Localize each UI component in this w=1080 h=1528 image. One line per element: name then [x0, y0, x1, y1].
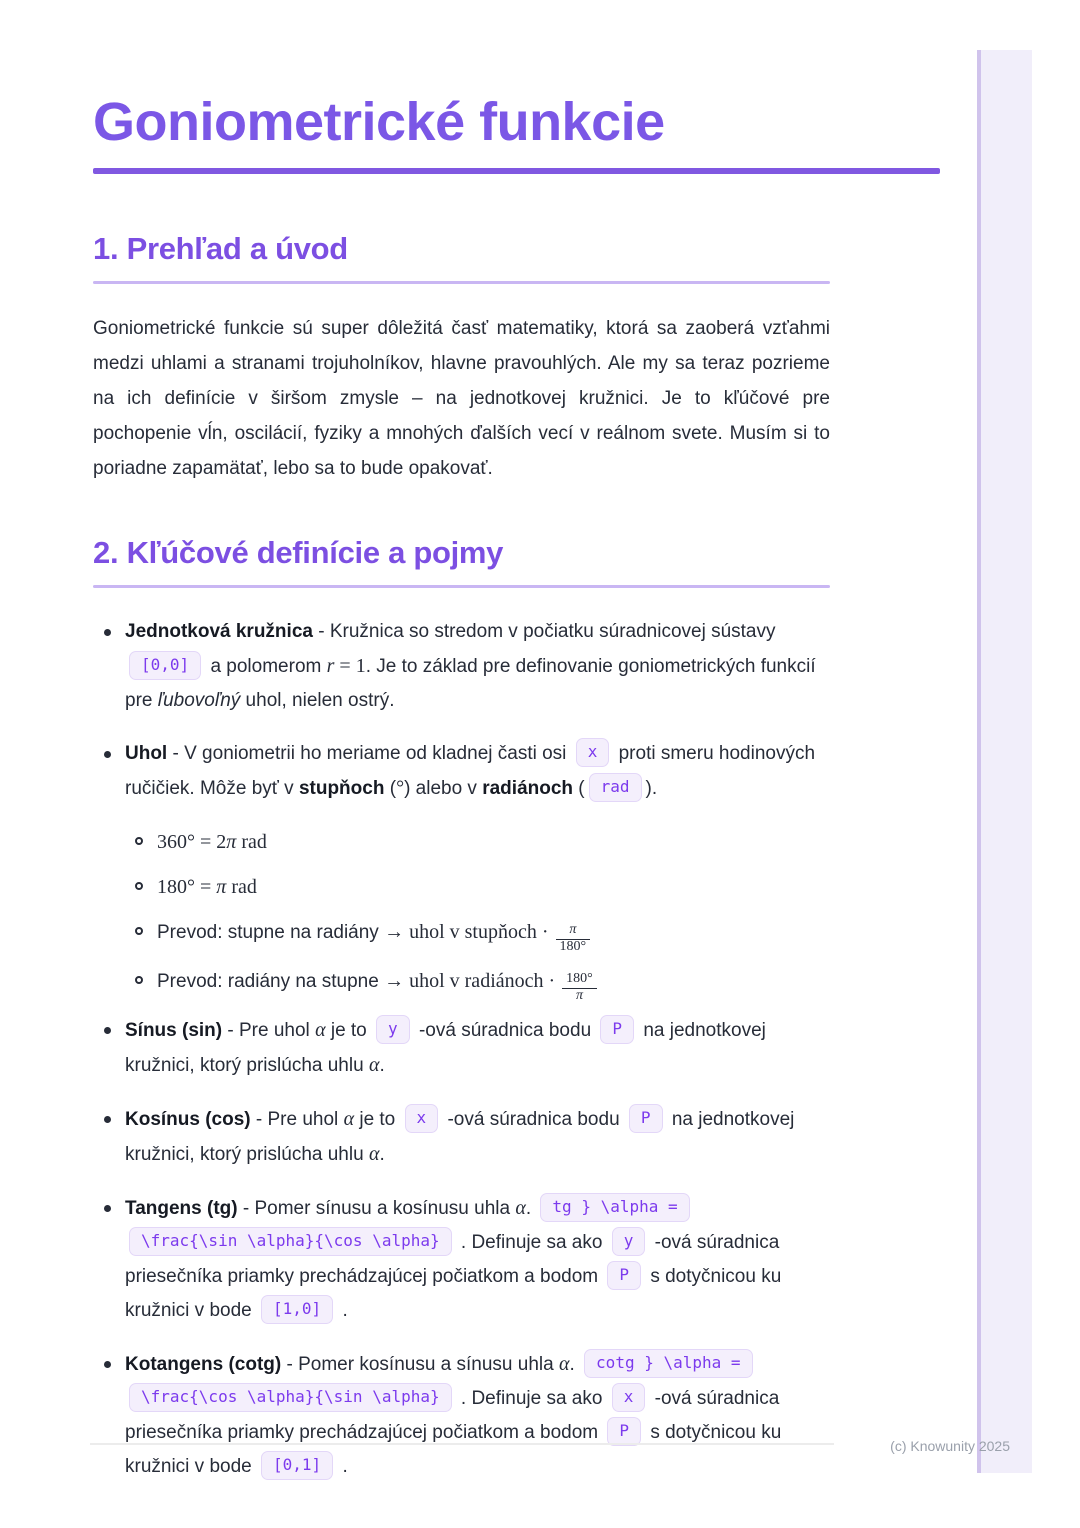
definition-text	[157, 870, 830, 905]
copyright-text: (c) Knowunity 2025	[890, 1438, 1010, 1454]
ring-marker	[135, 927, 143, 935]
disc-marker	[104, 751, 111, 758]
inline-code-badge: cotg } \alpha =	[584, 1349, 753, 1378]
section-1-divider	[93, 281, 830, 284]
inline-code-badge: x	[576, 738, 610, 767]
definitions-list	[93, 615, 830, 1484]
definition-tangent	[93, 1191, 830, 1328]
title-divider	[93, 168, 940, 174]
disc-marker	[104, 1116, 111, 1123]
math-text: 180° =	[157, 876, 217, 899]
next-page-preview[interactable]	[977, 50, 1032, 1473]
inline-code-badge: [0,0]	[129, 651, 201, 680]
math-text: → uhol v stupňoch ·	[384, 921, 554, 944]
term-bold: Jednotková kružnica	[125, 621, 313, 643]
inline-code-badge: P	[629, 1104, 663, 1133]
intro-paragraph: Goniometrické funkcie sú super dôležitá časť matematiky, ktorá sa zaoberá vzťahmi medzi uhlami a stranami trojuholníkov, hlavne pravouhlých. Ale my sa teraz pozrieme na ich definície v širšom zmysle – na jednotkovej kružnici. Je to kľúčové pre pochopenie vĺn, oscilácií, fyziky a mnohých ďalších vecí v reálnom svete. Musím si to poriadne zapamätať, lebo sa to bude opakovať.	[93, 318, 830, 480]
bullet-circle-icon	[125, 870, 157, 890]
math-text: 360° = 2	[157, 831, 227, 854]
inline-code-badge: x	[612, 1383, 646, 1412]
inline-code-badge: \frac{\sin \alpha}{\cos \alpha}	[129, 1227, 452, 1256]
inline-code-badge: rad	[589, 773, 642, 802]
inline-code-badge: x	[405, 1104, 439, 1133]
inline-code-badge: P	[600, 1015, 634, 1044]
math-fraction: $\frac{\pi}{180^\circ}$	[556, 923, 591, 954]
definition-text: Tangens (tg) - Pomer sínusu a kosínusu uhla α. tg } \alpha = \frac{\sin \alpha}{\cos \alpha} . Definuje sa ako y -ová súradnica priesečníka priamky prechádzajúcej počiatkom a bodom P s dotyčnicou ku kružnici v bode [1,0] .	[125, 1191, 830, 1328]
definition-sine	[93, 1013, 830, 1083]
bullet-disc-icon	[93, 1347, 125, 1368]
subitem-degrees-to-radians	[125, 915, 830, 954]
ring-marker	[135, 882, 143, 890]
section-2-divider	[93, 585, 830, 588]
math-variable: r	[326, 655, 335, 678]
math-text: rad	[236, 831, 267, 854]
section-2-heading: 2. Kľúčové definície a pojmy	[93, 535, 504, 571]
math-variable: α	[368, 1054, 380, 1077]
definition-unit-circle	[93, 615, 830, 718]
disc-marker	[104, 1027, 111, 1034]
bullet-circle-icon	[125, 915, 157, 935]
bullet-disc-icon	[93, 737, 125, 758]
definition-cotangent	[93, 1347, 830, 1484]
definition-text	[157, 825, 830, 860]
inline-code-badge: y	[376, 1015, 410, 1044]
footer-divider	[90, 1443, 834, 1445]
bullet-disc-icon	[93, 1102, 125, 1123]
definition-text: Prevod: stupne na radiány → uhol v stupňoch · $\frac{\pi}{180^\circ}$	[157, 915, 830, 954]
inline-code-badge: [0,1]	[261, 1451, 333, 1480]
subitem-radians-to-degrees	[125, 964, 830, 1003]
definition-cosine	[93, 1102, 830, 1172]
term-bold: Tangens (tg)	[125, 1198, 238, 1220]
bullet-circle-icon	[125, 964, 157, 984]
inline-code-badge: \frac{\cos \alpha}{\sin \alpha}	[129, 1383, 452, 1412]
math-variable: α	[558, 1353, 570, 1376]
definition-text: Kosínus (cos) - Pre uhol α je to x -ová súradnica bodu P na jednotkovej kružnici, ktorý prislúcha uhlu α.	[125, 1102, 830, 1172]
definition-text: Prevod: radiány na stupne → uhol v radiánoch · $\frac{180^\circ}{\pi}$	[157, 964, 830, 1003]
definition-angle	[93, 737, 830, 806]
math-text: rad	[226, 876, 257, 899]
term-bold: Kosínus (cos)	[125, 1109, 251, 1131]
math-text: → uhol v radiánoch ·	[384, 970, 561, 993]
math-text: = 1	[334, 655, 366, 678]
inline-code-badge: [1,0]	[261, 1295, 333, 1324]
term-bold: Uhol	[125, 743, 168, 765]
math-variable: α	[343, 1108, 355, 1131]
term-bold: Kotangens (cotg)	[125, 1354, 282, 1376]
page-title: Goniometrické funkcie	[93, 92, 665, 152]
definition-text: Uhol - V goniometrii ho meriame od kladnej časti osi x proti smeru hodinových ručičiek. Môže byť v stupňoch (°) alebo v radiánoch ( rad ).	[125, 737, 830, 806]
math-variable: α	[315, 1019, 326, 1042]
math-variable: π	[226, 831, 237, 854]
bullet-disc-icon	[93, 615, 125, 636]
math-variable: α	[515, 1197, 526, 1220]
emphasis-text: ľubovoľný	[157, 690, 241, 712]
math-variable: π	[216, 876, 227, 899]
bullet-disc-icon	[93, 1013, 125, 1034]
definition-text: Kotangens (cotg) - Pomer kosínusu a sínusu uhla α. cotg } \alpha = \frac{\cos \alpha}{\sin \alpha} . Definuje sa ako x -ová súradnica priesečníka priamky prechádzajúcej počiatkom a bodom P s dotyčnicou ku kružnici v bode [0,1] .	[125, 1347, 830, 1484]
inline-code-badge: tg } \alpha =	[540, 1193, 689, 1222]
ring-marker	[135, 976, 143, 984]
definition-text: Sínus (sin) - Pre uhol α je to y -ová súradnica bodu P na jednotkovej kružnici, ktorý prislúcha uhlu α.	[125, 1013, 830, 1083]
math-variable: α	[368, 1143, 380, 1166]
disc-marker	[104, 629, 111, 636]
term-bold: radiánoch	[482, 778, 574, 800]
bullet-disc-icon	[93, 1191, 125, 1212]
subitem-full-angle	[125, 825, 830, 860]
ring-marker	[135, 837, 143, 845]
term-bold: Sínus (sin)	[125, 1020, 223, 1042]
inline-code-badge: y	[612, 1227, 646, 1256]
section-1-heading: 1. Prehľad a úvod	[93, 231, 348, 267]
subitem-straight-angle	[125, 870, 830, 905]
inline-code-badge: P	[607, 1417, 641, 1446]
document-content	[93, 0, 830, 1484]
math-text: °	[396, 777, 405, 800]
term-bold: stupňoch	[298, 778, 385, 800]
definition-text: Jednotková kružnica - Kružnica so stredom v počiatku súradnicovej sústavy [0,0] a polomerom r = 1. Je to základ pre definovanie goniometrických funkcií pre ľubovoľný uhol, nielen ostrý.	[125, 621, 816, 712]
math-fraction: $\frac{180^\circ}{\pi}$	[562, 972, 597, 1003]
disc-marker	[104, 1205, 111, 1212]
bullet-circle-icon	[125, 825, 157, 845]
disc-marker	[104, 1361, 111, 1368]
inline-code-badge: P	[607, 1261, 641, 1290]
